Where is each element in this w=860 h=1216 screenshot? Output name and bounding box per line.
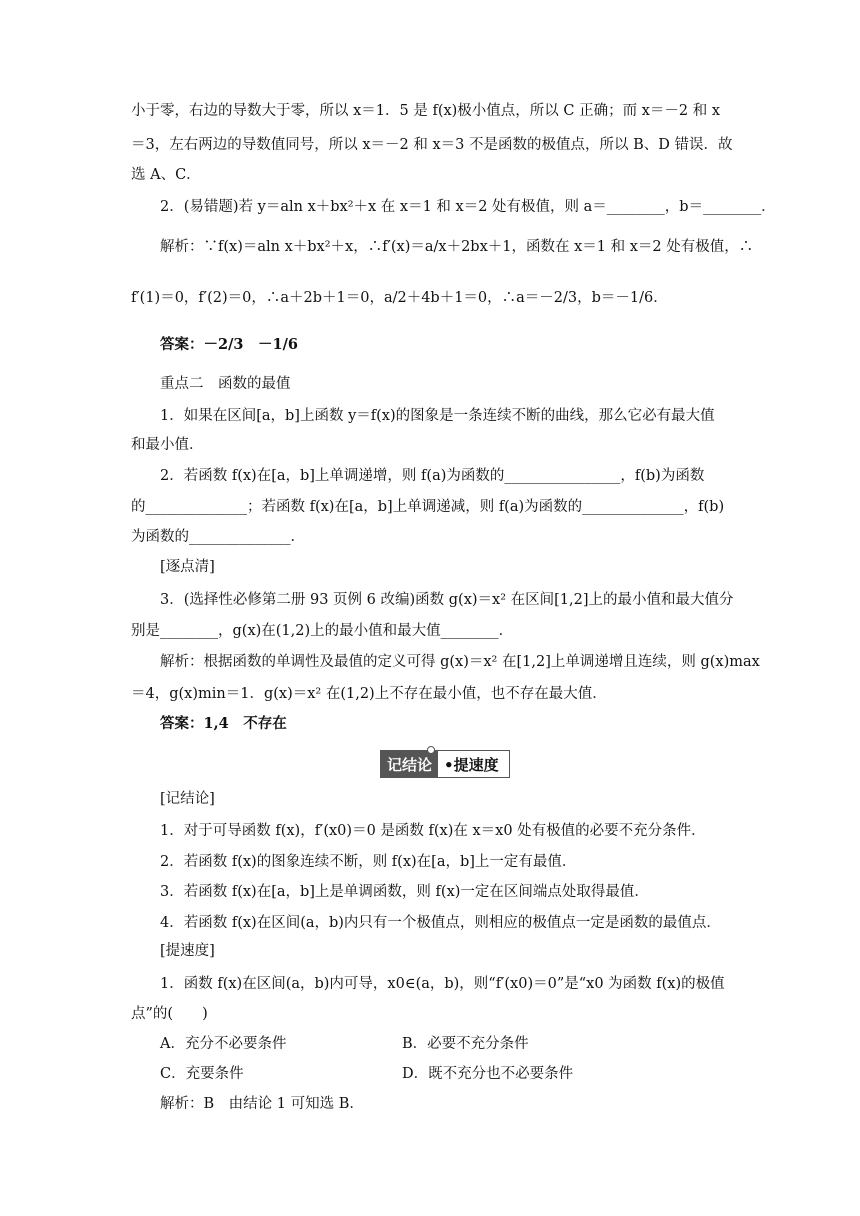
- conclusion-1: 1．对于可导函数 f(x)，f′(x0)＝0 是函数 f(x)在 x＝x0 处有极值的必要不充分条件．: [160, 823, 706, 839]
- exercise-1-line-1: 1．函数 f(x)在区间(a，b)内可导，x0∈(a，b)，则“f′(x0)＝0”是“x0 为函数 f(x)的极值: [160, 976, 725, 992]
- solution-3-line-1: 解析：根据函数的单调性及最值的定义可得 g(x)＝x² 在[1,2]上单调递增且连续，则 g(x)max: [160, 654, 760, 670]
- answer-3: 答案：1,4 不存在: [160, 715, 287, 732]
- point-2-line-1: 2．若函数 f(x)在[a，b]上单调递增，则 f(a)为函数的________________，f(b)为函数: [160, 468, 705, 484]
- solution-2-line-1: 解析：∵f(x)＝aln x＋bx²＋x，∴f′(x)＝a/x＋2bx＋1，函数在 x＝1 和 x＝2 处有极值，∴: [160, 239, 754, 255]
- conclusion-3: 3．若函数 f(x)在[a，b]上是单调函数，则 f(x)一定在区间端点处取得最值．: [160, 884, 649, 900]
- text-line-1: 小于零，右边的导数大于零，所以 x＝1．5 是 f(x)极小值点，所以 C 正确；而 x＝－2 和 x: [131, 103, 721, 119]
- conclusion-4: 4．若函数 f(x)在区间(a，b)内只有一个极值点，则相应的极值点一定是函数的最值点．: [160, 915, 721, 931]
- question-3-line-1: 3．(选择性必修第二册 93 页例 6 改编)函数 g(x)＝x² 在区间[1,2]上的最小值和最大值分: [160, 592, 734, 608]
- conclusion-2: 2．若函数 f(x)的图象连续不断，则 f(x)在[a，b]上一定有最值．: [160, 854, 577, 870]
- question-2: 2．(易错题)若 y＝aln x＋bx²＋x 在 x＝1 和 x＝2 处有极值，则 a＝________，b＝________．: [160, 199, 776, 215]
- point-1-line-1: 1．如果在区间[a，b]上函数 y＝f(x)的图象是一条连续不断的曲线，那么它必有最大值: [160, 408, 715, 424]
- option-d: D．既不充分也不必要条件: [402, 1066, 574, 1082]
- banner-ornament: [427, 746, 435, 754]
- option-a: A．充分不必要条件: [160, 1036, 287, 1052]
- subheading-zhudianqing: [逐点清]: [160, 559, 215, 575]
- text-line-3: 选 A、C．: [131, 167, 201, 183]
- exercise-1-line-2: 点”的( ): [131, 1006, 208, 1022]
- subheading-jijielun: [记结论]: [160, 791, 215, 807]
- option-b: B．必要不充分条件: [402, 1036, 529, 1052]
- solution-exercise-1: 解析：B 由结论 1 可知选 B．: [160, 1096, 364, 1112]
- point-1-line-2: 和最小值．: [131, 437, 204, 453]
- point-2-line-3: 为函数的______________．: [131, 529, 305, 545]
- banner-right-label: •提速度: [444, 755, 499, 774]
- section-heading: 重点二 函数的最值: [160, 376, 291, 392]
- option-c: C．充要条件: [160, 1066, 244, 1082]
- question-3-line-2: 别是________，g(x)在(1,2)上的最小值和最大值________．: [131, 623, 514, 639]
- solution-3-line-2: ＝4，g(x)min＝1．g(x)＝x² 在(1,2)上不存在最小值，也不存在最大值．: [131, 686, 607, 702]
- text-line-2: ＝3，左右两边的导数值同号，所以 x＝－2 和 x＝3 不是函数的极值点，所以 B、D 错误．故: [131, 137, 733, 153]
- banner-left-label: 记结论: [381, 751, 438, 777]
- point-2-line-2: 的______________；若函数 f(x)在[a，b]上单调递减，则 f(a)为函数的______________，f(b): [131, 499, 725, 515]
- section-banner: [380, 750, 510, 778]
- subheading-tisudu: [提速度]: [160, 943, 215, 959]
- answer-2: 答案：－2/3 －1/6: [160, 336, 298, 353]
- solution-2-line-2: f′(1)＝0，f′(2)＝0，∴a＋2b＋1＝0，a/2＋4b＋1＝0，∴a＝－2/3，b＝－1/6．: [131, 290, 668, 306]
